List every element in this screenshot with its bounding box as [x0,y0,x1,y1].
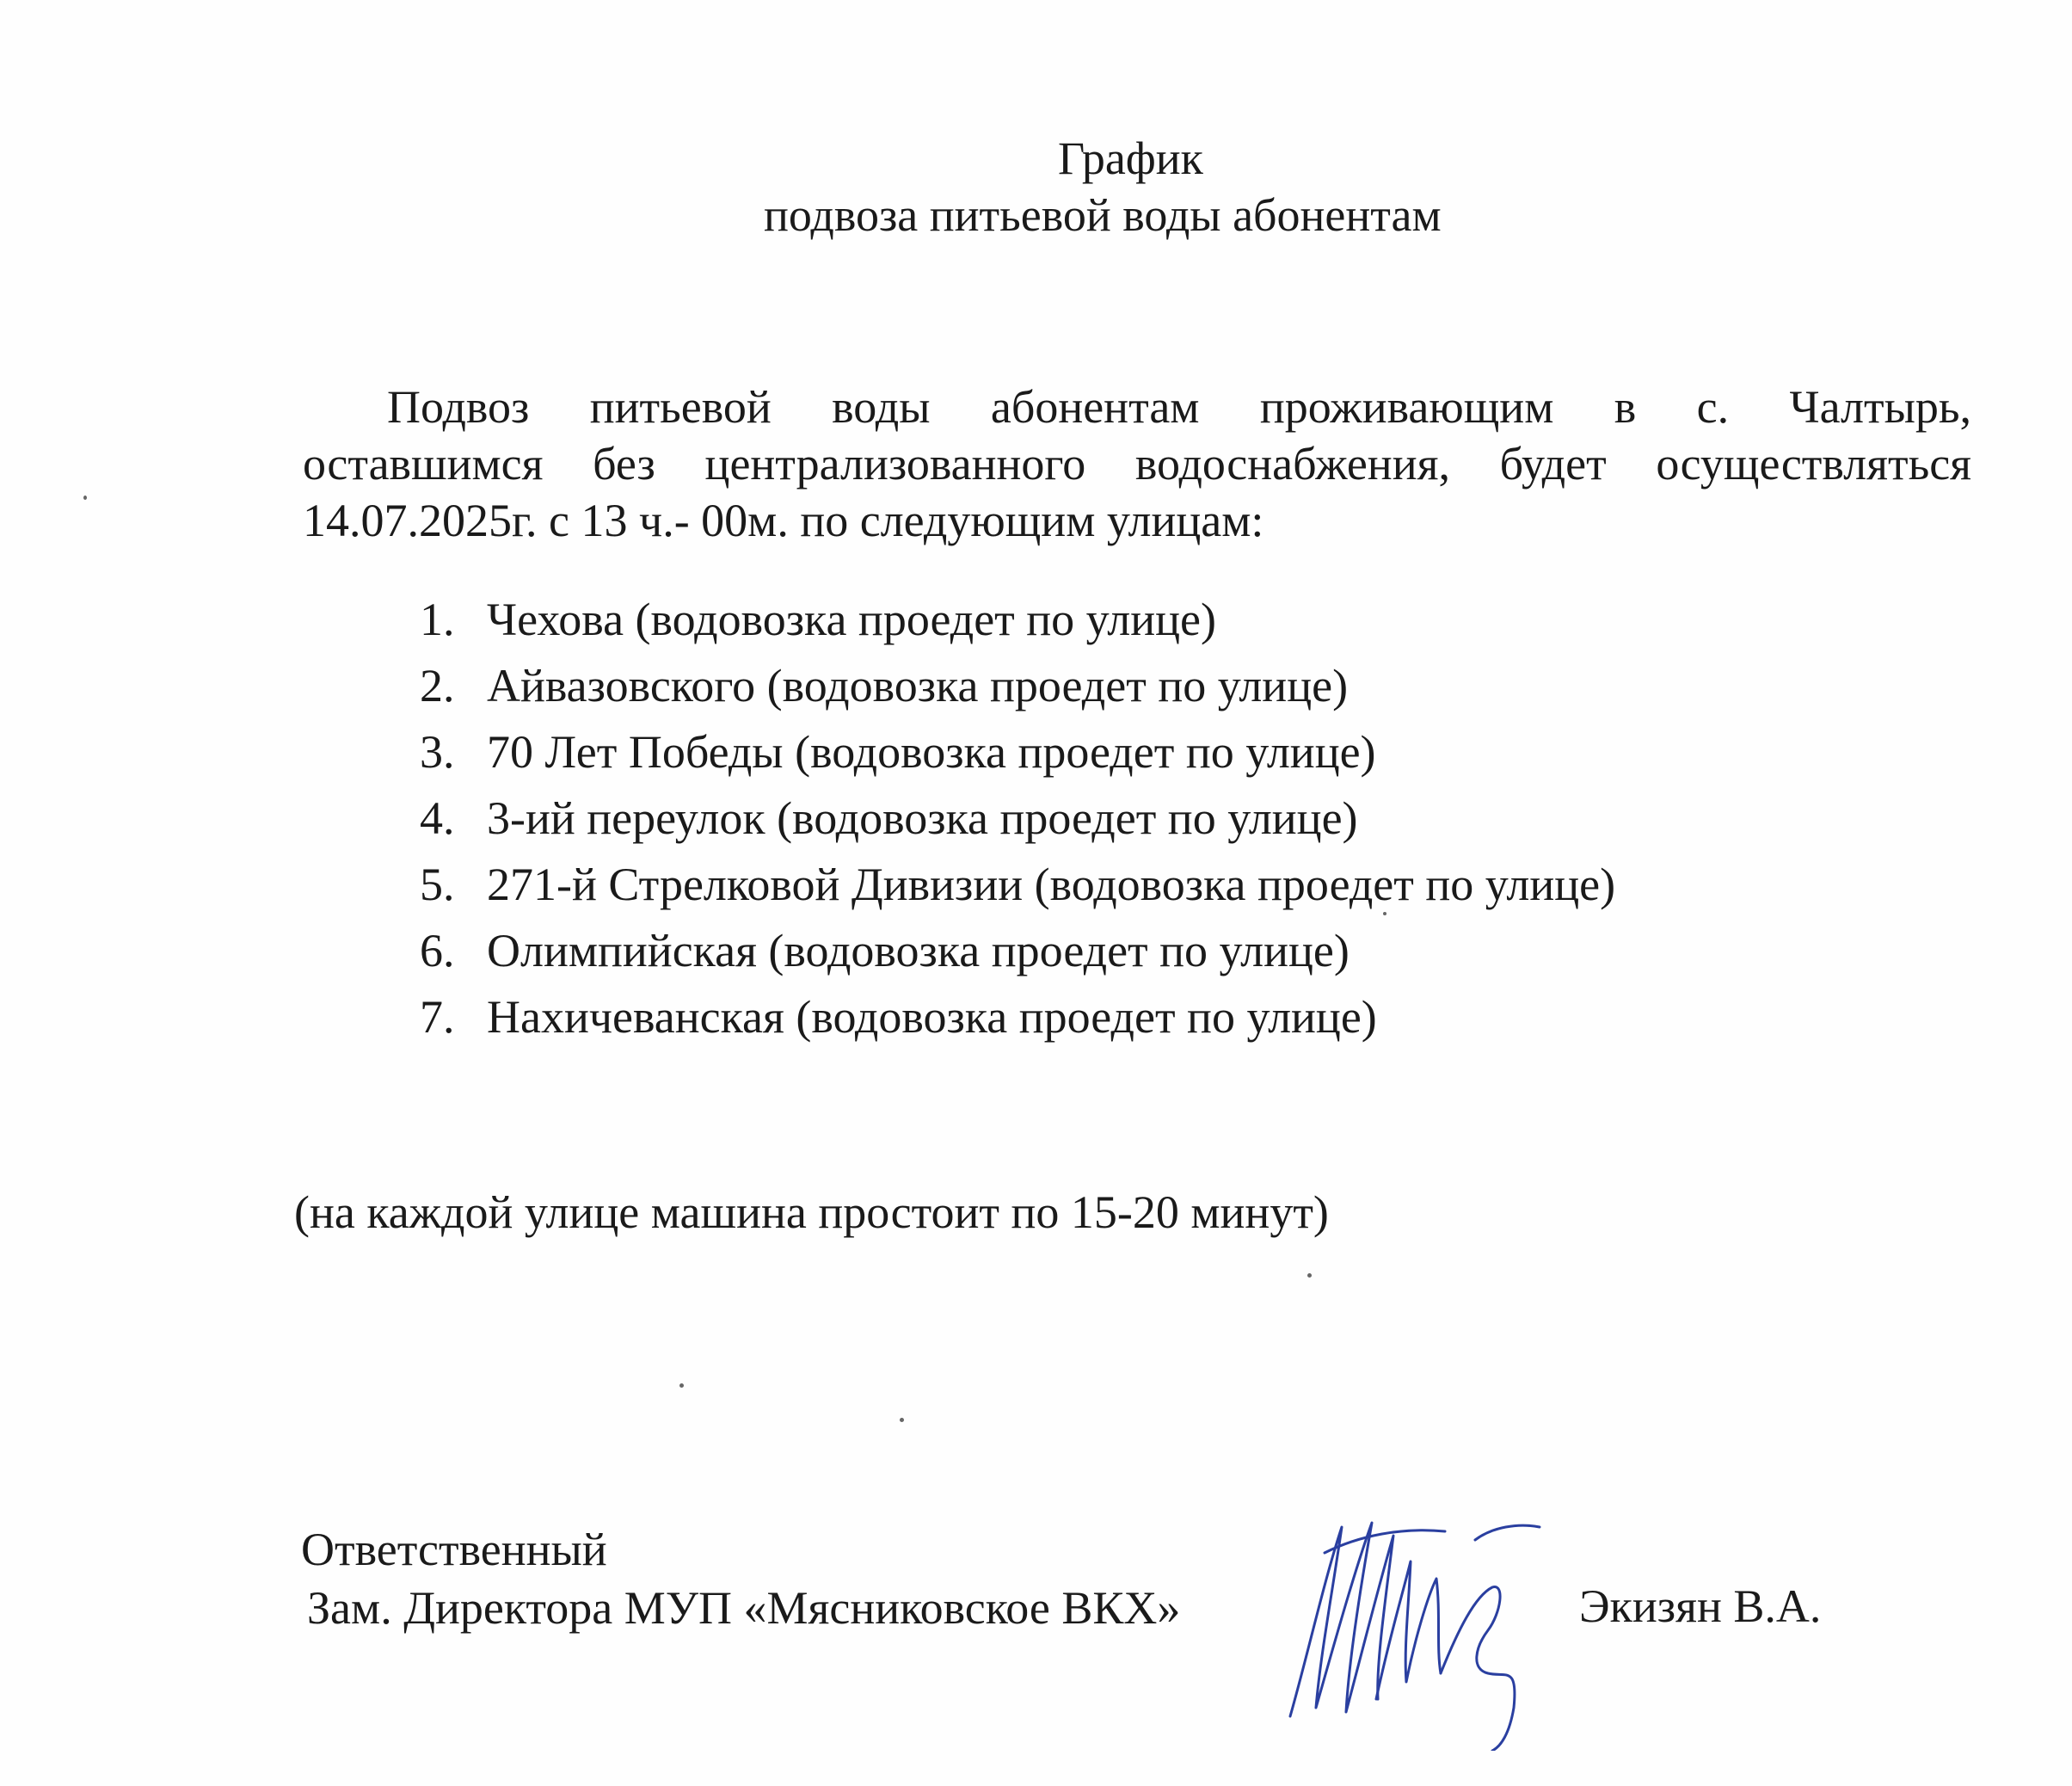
signature-image [1273,1501,1565,1751]
list-item-number: 5. [420,859,455,910]
scan-speck [900,1418,904,1422]
intro-line-3 [303,492,1971,549]
list-item [420,918,1615,984]
scan-speck [83,496,87,500]
intro-line-3-prefix: 14.07.2025г. с 13 [303,495,628,546]
document-subtitle: подвоза питьевой воды абонентам [764,189,1442,241]
intro-paragraph [303,379,1971,549]
responsible-position: Зам. Директора МУП «Мясниковское ВКХ» [307,1582,1181,1634]
scan-speck [679,1383,684,1388]
list-item-number: 3. [420,726,455,778]
list-item [420,785,1615,852]
duration-note: (на каждой улице машина простоит по 15-20 минут) [294,1186,1329,1238]
list-item-text: Нахичеванская (водовозка проедет по улице) [487,991,1377,1043]
scan-speck [1307,1273,1312,1278]
scan-speck [1383,912,1386,915]
intro-line-3-suffix: ч.- 00м. по следующим улицам: [639,495,1264,546]
list-item-text: 3-ий переулок (водовозка проедет по улице) [487,792,1358,844]
list-item [420,852,1615,918]
list-item-text: Чехова (водовозка проедет по улице) [487,594,1216,645]
list-item-number: 6. [420,925,455,976]
list-item [420,653,1615,719]
list-item-number: 1. [420,594,455,645]
list-item-text: Олимпийская (водовозка проедет по улице) [487,925,1350,976]
document-title: График [1058,132,1203,184]
list-item-text: Айвазовского (водовозка проедет по улице) [487,660,1349,711]
responsible-name: Экизян В.А. [1579,1580,1822,1632]
list-item-number: 7. [420,991,455,1043]
list-item-text: 271-й Стрелковой Дивизии (водовозка проедет по улице) [487,859,1616,910]
intro-line-2: оставшимся без централизованного водоснабжения, будет осуществляться [303,438,1971,490]
intro-line-1: Подвоз питьевой воды абонентам проживающим в с. Чалтырь, [387,381,1971,433]
responsible-label: Ответственный [301,1524,607,1575]
street-list [420,587,1615,1050]
list-item [420,587,1615,653]
list-item-number: 2. [420,660,455,711]
list-item [420,984,1615,1050]
list-item [420,719,1615,785]
list-item-number: 4. [420,792,455,844]
list-item-text: 70 Лет Победы (водовозка проедет по улице) [487,726,1376,778]
